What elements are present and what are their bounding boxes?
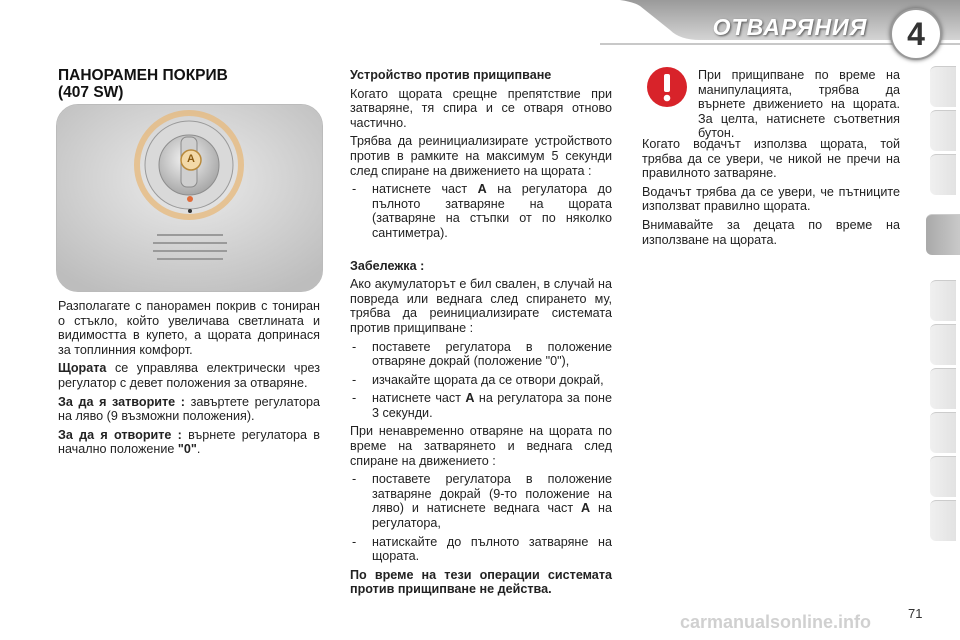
anti-pinch-paragraph: Когато щората срещне препятствие при затваряне, тя спира и се отваря отново частично.: [350, 86, 612, 130]
page-number: 71: [908, 606, 923, 621]
untimely-list: [350, 472, 612, 564]
middle-column: [350, 68, 612, 601]
chapter-number-badge: 4: [890, 8, 942, 60]
warning-icon: [646, 66, 688, 108]
chapter-tab-10[interactable]: [930, 500, 956, 541]
chapter-tab-3[interactable]: [930, 154, 956, 195]
open-paragraph: За да я отворите : върнете регулатора в начално положение "0".: [58, 427, 321, 457]
warning-paragraph: При прищипване по време на манипулацията, трябва да върнете движението на щората. За целта, натиснете съответния бутон.: [698, 68, 900, 141]
note-step-3: - натиснете част A на регулатора за поне 3 секунди.: [352, 391, 612, 420]
chapter-tab-7[interactable]: [930, 368, 956, 409]
note-step-2: - изчакайте щората да се отвори докрай,: [352, 372, 604, 387]
watermark: carmanualsonline.info: [680, 612, 872, 632]
chapter-tab-2[interactable]: [930, 110, 956, 151]
blind-paragraph: Щората се управлява електрически чрез регулатор с девет положения за отваряне.: [58, 361, 320, 390]
reinit-paragraph: Трябва да реинициализирате устройството против в рамките на максимум 5 секунди след спиране на движението на щората :: [350, 134, 612, 178]
warning-text-block: [698, 68, 900, 145]
control-illustration: [57, 105, 322, 291]
chapter-tab-9[interactable]: [930, 456, 956, 497]
section-heading: [58, 67, 228, 101]
note-step-1: - поставете регулатора в положение отваряне докрай (положение "0"),: [352, 339, 612, 369]
note-paragraph: Ако акумулаторът е бил свален, в случай на повреда или веднага след спирането му, трябва да реинициализирате системата против прищипване :: [350, 277, 612, 335]
untimely-step-1: - поставете регулатора в положение затваряне докрай (9-то положение на ляво) и натиснете веднага част A на регулатора,: [352, 472, 612, 531]
passengers-paragraph: Водачът трябва да се увери, че пътниците използват правилно щората.: [642, 184, 900, 214]
note-list: [350, 340, 612, 421]
heading-line-1: ПАНОРАМЕН ПОКРИВ: [58, 67, 228, 84]
chapter-tab-8[interactable]: [930, 412, 956, 453]
heading-line-2: (407 SW): [58, 84, 124, 101]
anti-pinch-heading: Устройство против прищипване: [350, 68, 552, 82]
reinit-step: - натиснете част A на регулатора до пълното затваряне на щората (затваряне на стъпки от по няколко сантиметра).: [352, 182, 612, 240]
driver-paragraph: Когато водачът използва щората, той трябва да се увери, че никой не пречи на правилното затваряне.: [642, 137, 900, 181]
warning-bold-paragraph: По време на тези операции системата против прищипване не действа.: [350, 567, 612, 597]
close-paragraph: За да я затворите : завъртете регулатора на ляво (9 възможни положения).: [58, 394, 320, 424]
intro-paragraph: Разполагате с панорамен покрив с тониран о стъкло, който увеличава светлината и видимостта в купето, а щората допринася за топлинния комфорт.: [58, 299, 320, 357]
chapter-title: ОТВАРЯНИЯ: [712, 14, 868, 40]
sunblind-control-photo: [56, 104, 323, 292]
untimely-step-2: - натискайте до пълното затваряне на щората.: [352, 534, 612, 564]
reinit-list: [350, 182, 612, 240]
chapter-tab-6[interactable]: [930, 324, 956, 365]
part-a-label: A: [187, 153, 195, 165]
chapter-tabs: [926, 66, 960, 576]
untimely-paragraph: При ненавременно отваряне на щората по време на затварянето и веднага след спиране на движението :: [350, 424, 612, 468]
chapter-tab-4-active[interactable]: [926, 214, 960, 255]
children-paragraph: Внимавайте за децата по време на използване на щората.: [642, 217, 900, 247]
note-heading: Забележка :: [350, 258, 425, 273]
chapter-tab-5[interactable]: [930, 280, 956, 321]
left-column: [58, 299, 320, 461]
right-column: [642, 137, 900, 251]
chapter-tab-1[interactable]: [930, 66, 956, 107]
